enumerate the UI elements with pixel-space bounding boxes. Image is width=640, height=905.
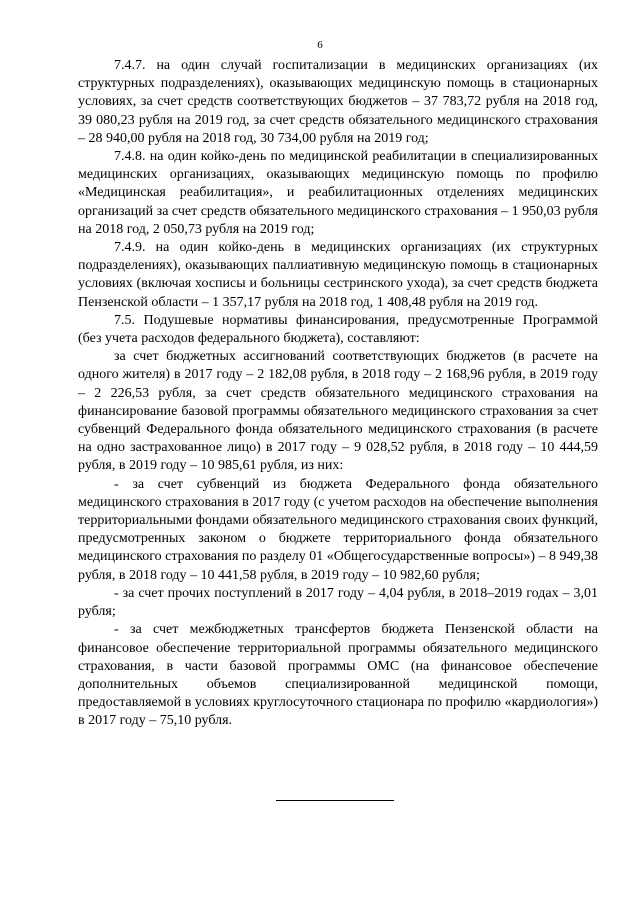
paragraph-7-4-9: 7.4.9. на один койко-день в медицинских организациях (их структурных подразделениях), оказывающих паллиативную медицинскую помощь в стационарных условиях (включая хосписы и больницы сестринского ухода), за счет средств бюджета Пензенской области – 1 357,17 рубля на 2018 год, 1 408,48 рубля на 2019 год. xyxy=(78,240,598,310)
list-item-interbudget-transfers: - за счет межбюджетных трансфертов бюджета Пензенской области на финансовое обеспечение территориальной программы обязательного медицинского страхования, в части базовой программы ОМС (на финансовое обеспечение дополнительных объемов специализированной медицинской помощи, предоставляемой в условиях круглосуточного стационара по профилю «кардиология») в 2017 году – 75,10 рубля. xyxy=(78,622,598,729)
paragraph-budget-allocations: за счет бюджетных ассигнований соответствующих бюджетов (в расчете на одного жителя) в 2017 году – 2 182,08 рубля, в 2018 году – 2 168,96 рубля, в 2019 году – 2 226,53 рубля, за счет средств обязательного медицинского страхования на финансирование базовой программы обязательного медицинского страхования за счет субвенций Федерального фонда обязательного медицинского страхования (в расчете на одно застрахованное лицо) в 2017 году – 9 028,52 рубля, в 2018 году – 10 444,59 рубля, в 2019 году – 10 985,61 рубля, из них: xyxy=(78,349,598,474)
footer-rule xyxy=(276,800,394,801)
paragraph-7-4-7: 7.4.7. на один случай госпитализации в медицинских организациях (их структурных подразделениях), оказывающих медицинскую помощь в стационарных условиях, за счет средств соответствующих бюджетов – 37 783,72 рубля на 2018 год, 39 080,23 рубля на 2019 год, за счет средств обязательного медицинского страхования – 28 940,00 рубля на 2018 год, 30 734,00 рубля на 2019 год; xyxy=(78,58,598,146)
list-item-federal-subventions: - за счет субвенций из бюджета Федерального фонда обязательного медицинского страхования в 2017 году (с учетом расходов на обеспечение выполнения территориальными фондами обязательного медицинского страхования своих функций, предусмотренных законом о бюджете территориального фонда обязательного медицинского страхования по разделу 01 «Общегосударственные вопросы») – 8 949,38 рубля, в 2018 году – 10 441,58 рубля, в 2019 году – 10 982,60 рубля; xyxy=(78,476,599,583)
document-body xyxy=(78,57,598,731)
paragraph-7-4-8: 7.4.8. на один койко-день по медицинской реабилитации в специализированных медицинских организациях, оказывающих медицинскую помощь по профилю «Медицинская реабилитация», и реабилитационных отделениях медицинских организаций за счет средств обязательного медицинского страхования – 1 950,03 рубля на 2018 год, 2 050,73 рубля на 2019 год; xyxy=(78,149,598,237)
list-item-other-receipts: - за счет прочих поступлений в 2017 году – 4,04 рубля, в 2018–2019 годах – 3,01 рубля; xyxy=(78,585,598,620)
paragraph-7-5: 7.5. Подушевые нормативы финансирования, предусмотренные Программой (без учета расходов федерального бюджета), составляют: xyxy=(78,312,598,347)
page-number: 6 xyxy=(317,39,323,51)
